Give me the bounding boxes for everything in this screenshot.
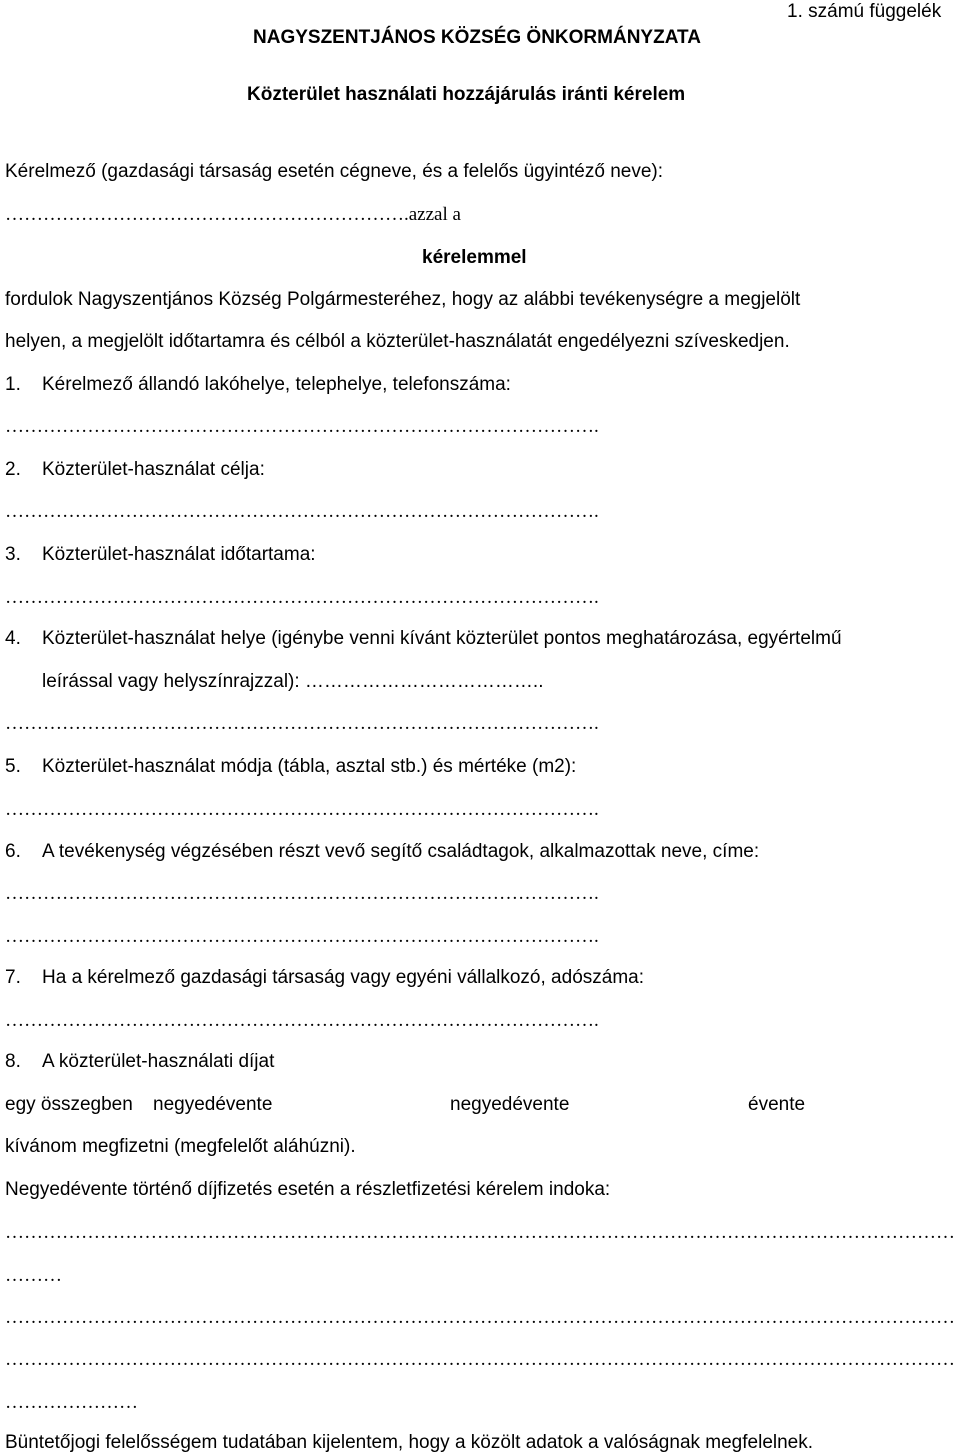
item-2-number: 2. [5,459,21,480]
payment-option-quarterly-1[interactable]: negyedévente [153,1094,273,1115]
payment-option-quarterly-2[interactable]: negyedévente [450,1094,570,1115]
installment-fill-5[interactable]: ………………… [5,1392,138,1413]
item-6-number: 6. [5,841,21,862]
applicant-fill-line[interactable]: ……………………………………………………….azzal a [5,204,461,225]
item-1-number: 1. [5,374,21,395]
authority-name: NAGYSZENTJÁNOS KÖZSÉG ÖNKORMÁNYZATA [253,27,701,48]
item-2-label: Közterület-használat célja: [42,459,265,480]
payment-option-lump-sum[interactable]: egy összegben [5,1094,133,1115]
installment-fill-3[interactable]: …………………………………………………………………………………………………………………………………… [5,1307,955,1328]
item-5-number: 5. [5,756,21,777]
item-1-label: Kérelmező állandó lakóhelye, telephelye, telefonszáma: [42,374,511,395]
item-4-label-cont[interactable]: leírással vagy helyszínrajzzal): ……………………………….. [42,671,544,692]
item-4-label: Közterület-használat helye (igénybe venni kívánt közterület pontos meghatározása, egyértelmű [42,628,842,649]
item-4-fill[interactable]: …………………………………………………………………………………. [5,713,599,734]
item-4-number: 4. [5,628,21,649]
item-6-fill-1[interactable]: …………………………………………………………………………………. [5,883,599,904]
item-1-fill[interactable]: …………………………………………………………………………………. [5,416,599,437]
applicant-label: Kérelmező (gazdasági társaság esetén cégneve, és a felelős ügyintéző neve): [5,161,664,182]
declaration: Büntetőjogi felelősségem tudatában kijelentem, hogy a közölt adatok a valóságnak megfelelnek. [5,1432,814,1453]
item-2-fill[interactable]: …………………………………………………………………………………. [5,501,599,522]
payment-option-yearly[interactable]: évente [748,1094,806,1115]
request-word: kérelemmel [422,247,527,268]
item-7-fill[interactable]: …………………………………………………………………………………. [5,1010,599,1031]
page-title: Közterület használati hozzájárulás iránti kérelem [247,84,686,105]
item-7-label: Ha a kérelmező gazdasági társaság vagy egyéni vállalkozó, adószáma: [42,967,644,988]
installment-fill-2[interactable]: ……… [5,1265,62,1286]
item-3-label: Közterület-használat időtartama: [42,544,316,565]
installment-label: Negyedévente történő díjfizetés esetén a részletfizetési kérelem indoka: [5,1179,611,1200]
body-line-2: helyen, a megjelölt időtartamra és célból a közterület-használatát engedélyezni szíveskedjen. [5,331,790,352]
item-3-number: 3. [5,544,21,565]
item-5-label: Közterület-használat módja (tábla, asztal stb.) és mértéke (m2): [42,756,577,777]
item-6-label: A tevékenység végzésében részt vevő segítő családtagok, alkalmazottak neve, címe: [42,841,760,862]
item-5-fill[interactable]: …………………………………………………………………………………. [5,799,599,820]
item-6-fill-2[interactable]: …………………………………………………………………………………. [5,926,599,947]
item-8-label: A közterület-használati díjat [42,1051,275,1072]
item-7-number: 7. [5,967,21,988]
item-3-fill[interactable]: …………………………………………………………………………………. [5,587,599,608]
installment-fill-1[interactable]: …………………………………………………………………………………………………………………………………… [5,1222,955,1243]
installment-fill-4[interactable]: …………………………………………………………………………………………………………………………………… [5,1349,955,1370]
appendix-label: 1. számú függelék [787,1,942,22]
body-line-1: fordulok Nagyszentjános Község Polgármesteréhez, hogy az alábbi tevékenységre a megjelölt [5,289,801,310]
payment-instruction: kívánom megfizetni (megfelelőt aláhúzni). [5,1136,356,1157]
item-8-number: 8. [5,1051,21,1072]
